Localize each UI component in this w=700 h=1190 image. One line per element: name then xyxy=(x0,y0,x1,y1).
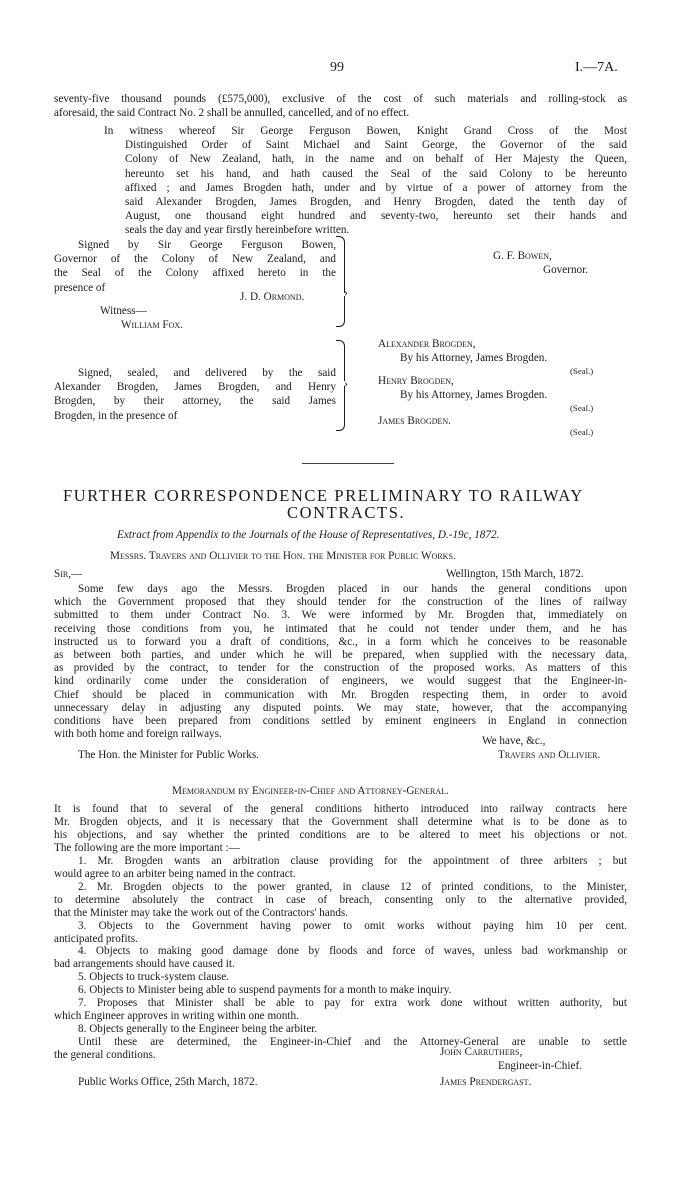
memo-line: anticipated profits. xyxy=(54,932,138,945)
letter-body-line: kind ordinarily come under the consideration of engineers, we would suggest that the Engineer-in- xyxy=(54,675,627,688)
memo-line: 7. Proposes that Minister shall be able to pay for extra work done without written authority, but xyxy=(78,997,627,1010)
letter-body-line: Some few days ago the Messrs. Brogden placed in our hands the general conditions upon xyxy=(78,583,627,595)
memo-line: to determine absolutely the contract in case of breach, consenting only to the alternative provided, xyxy=(54,893,627,906)
henry-seal: (Seal.) xyxy=(570,403,594,413)
letter-body-line: receiving those conditions from you, he intimated that he could not tender under them, and he has xyxy=(54,622,627,635)
opening-line-1: seventy-five thousand pounds (£575,000), exclusive of the cost of such materials and rolling-stock as xyxy=(54,93,627,105)
witness-line: said Alexander Brogden, James Brogden, and Henry Brogden, dated the tenth day of xyxy=(125,196,627,208)
opening-line-2: aforesaid, the said Contract No. 2 shall be annulled, cancelled, and of no effect. xyxy=(54,107,410,119)
memo-line: would agree to an arbiter being named in the contract. xyxy=(54,867,296,880)
ormond-signature: J. D. Ormond. xyxy=(240,291,305,303)
memo-line: 8. Objects generally to the Engineer being the arbiter. xyxy=(78,1023,318,1036)
memo-signature-prendergast: James Prendergast. xyxy=(440,1076,532,1088)
brogden-brace-lower xyxy=(336,386,345,431)
witness-label: Witness— xyxy=(100,305,147,317)
memo-line: 4. Objects to making good damage done by floods and force of waves, unless bad workmanship or xyxy=(78,945,627,958)
brogden-attestation-line: Brogden, by their attorney, the said James xyxy=(54,395,336,408)
memo-line: 5. Objects to truck-system clause. xyxy=(78,971,229,984)
letter-heading: Messrs. Travers and Ollivier to the Hon. the Minister for Public Works. xyxy=(110,550,456,562)
memo-line: which Engineer approves in writing within one month. xyxy=(54,1010,299,1023)
henry-attorney: By his Attorney, James Brogden. xyxy=(400,389,548,401)
brogden-attestation-line: Signed, sealed, and delivered by the said xyxy=(78,367,336,379)
memo-line: The following are the more important :— xyxy=(54,841,240,854)
memo-line: that the Minister may take the work out of the Contractors' hands. xyxy=(54,906,349,919)
page-number: 99 xyxy=(330,60,344,75)
governor-attestation-line: the Seal of the Colony affixed hereto in the xyxy=(54,267,336,280)
letter-salutation: Sir,— xyxy=(54,568,83,580)
memo-office-date: Public Works Office, 25th March, 1872. xyxy=(78,1076,258,1088)
letter-body-line: as between both parties, and under which he will be prepared, when supplied with the necessary data, xyxy=(54,649,627,661)
alexander-signature: Alexander Brogden, xyxy=(378,338,476,350)
memo-signature-title: Engineer-in-Chief. xyxy=(498,1060,582,1072)
letter-body-line: as provided by the contract, to tender for the construction of the proposed works. As matters of this xyxy=(54,662,627,675)
james-signature: James Brogden. xyxy=(378,415,451,427)
memo-line: 3. Objects to the Government having power to omit works without paying him 10 per cent. xyxy=(78,919,627,932)
section-title-line-2: CONTRACTS. xyxy=(287,503,406,522)
witness-line: Colony of New Zealand, hath, in the name and on behalf of Her Majesty the Queen, xyxy=(125,153,627,166)
letter-body-line: with both home and foreign railways. xyxy=(54,728,222,741)
witness-line: affixed ; and James Brogden hath, under and by virtue of a power of attorney from the xyxy=(125,181,627,194)
memo-line: 6. Objects to Minister being able to suspend payments for a month to make inquiry. xyxy=(78,984,452,997)
section-divider xyxy=(302,463,394,464)
memo-heading: Memorandum by Engineer-in-Chief and Attorney-General. xyxy=(172,785,449,797)
letter-body-line: instructed us to forward you a draft of conditions, &c., in a form which he conceives to be reasonable xyxy=(54,635,627,648)
memo-line: 1. Mr. Brogden wants an arbitration clause providing for the appointment of three arbiters ; but xyxy=(78,854,627,867)
brogden-attestation-line: Brogden, in the presence of xyxy=(54,409,178,422)
memo-line: 2. Mr. Brogden objects to the power granted, in clause 12 of printed conditions, to the Minister, xyxy=(78,880,627,893)
witness-line: seals the day and year firstly hereinbefore written. xyxy=(125,224,350,237)
governor-signature: G. F. Bowen, xyxy=(493,250,552,262)
governor-title: Governor. xyxy=(543,264,589,276)
letter-place-date: Wellington, 15th March, 1872. xyxy=(446,568,584,580)
witness-name: William Fox. xyxy=(121,319,183,331)
witness-line: August, one thousand eight hundred and seventy-two, hereunto set their hands and xyxy=(125,210,627,223)
governor-attestation-line: presence of xyxy=(54,281,106,294)
letter-addressee: The Hon. the Minister for Public Works. xyxy=(78,749,259,761)
alexander-seal: (Seal.) xyxy=(570,366,594,376)
witness-line: In witness whereof Sir George Ferguson Bowen, Knight Grand Cross of the Most xyxy=(104,125,627,137)
letter-signature: Travers and Ollivier. xyxy=(498,749,601,761)
letter-body-line: which the Government proposed that they should tender for the construction of the lines of railway xyxy=(54,596,627,609)
brogden-attestation-line: Alexander Brogden, James Brogden, and Henry xyxy=(54,381,336,394)
memo-line: the general conditions. xyxy=(54,1049,156,1062)
letter-body-line: unnecessary delay in adjusting any disputed points. We may state, however, that the accompanying xyxy=(54,701,627,714)
memo-line: Mr. Brogden objects, and it is necessary that the Government shall determine what is to be done as to xyxy=(54,815,627,828)
governor-attestation-line: Governor of the Colony of New Zealand, and xyxy=(54,253,336,266)
governor-brace-lower xyxy=(336,296,345,327)
witness-line: Distinguished Order of Saint Michael and Saint George, the Governor of the said xyxy=(125,139,627,152)
governor-attestation-line: Signed by Sir George Ferguson Bowen, xyxy=(78,239,336,251)
memo-line: Until these are determined, the Engineer-in-Chief and the Attorney-General are unable to settle xyxy=(78,1036,627,1049)
brogden-brace xyxy=(336,340,345,381)
section-title-line-1: FURTHER CORRESPONDENCE PRELIMINARY TO RAILWAY xyxy=(63,486,584,505)
alexander-attorney: By his Attorney, James Brogden. xyxy=(400,352,548,364)
governor-brace-tip: › xyxy=(344,285,348,299)
letter-closing: We have, &c., xyxy=(482,735,546,747)
memo-signature-carruthers: John Carruthers, xyxy=(440,1046,523,1058)
memo-line: bad arrangements should have caused it. xyxy=(54,958,235,971)
memo-line: his objections, and say whether the printed conditions are to be altered to meet his objections or not. xyxy=(54,828,627,841)
letter-body-line: conditions have been prepared from conditions settled by eminent engineers in England in connection xyxy=(54,715,627,727)
henry-signature: Henry Brogden, xyxy=(378,375,454,387)
letter-body-line: Chief should be placed in communication with Mr. Brogden respecting them, in order to avoid xyxy=(54,688,627,701)
document-code: I.—7A. xyxy=(575,60,618,75)
james-seal: (Seal.) xyxy=(570,427,594,437)
letter-body-line: submitted to them under Contract No. 3. We were informed by Mr. Brogden that, immediately on xyxy=(54,609,627,622)
memo-line: It is found that to several of the general conditions hitherto introduced into railway contracts here xyxy=(54,803,627,815)
witness-line: hereunto set his hand, and hath caused the Seal of the said Colony to be hereunto xyxy=(125,167,627,180)
brogden-brace-tip: › xyxy=(344,376,348,390)
extract-reference: Extract from Appendix to the Journals of the House of Representatives, D.-19c, 1872. xyxy=(117,529,500,541)
